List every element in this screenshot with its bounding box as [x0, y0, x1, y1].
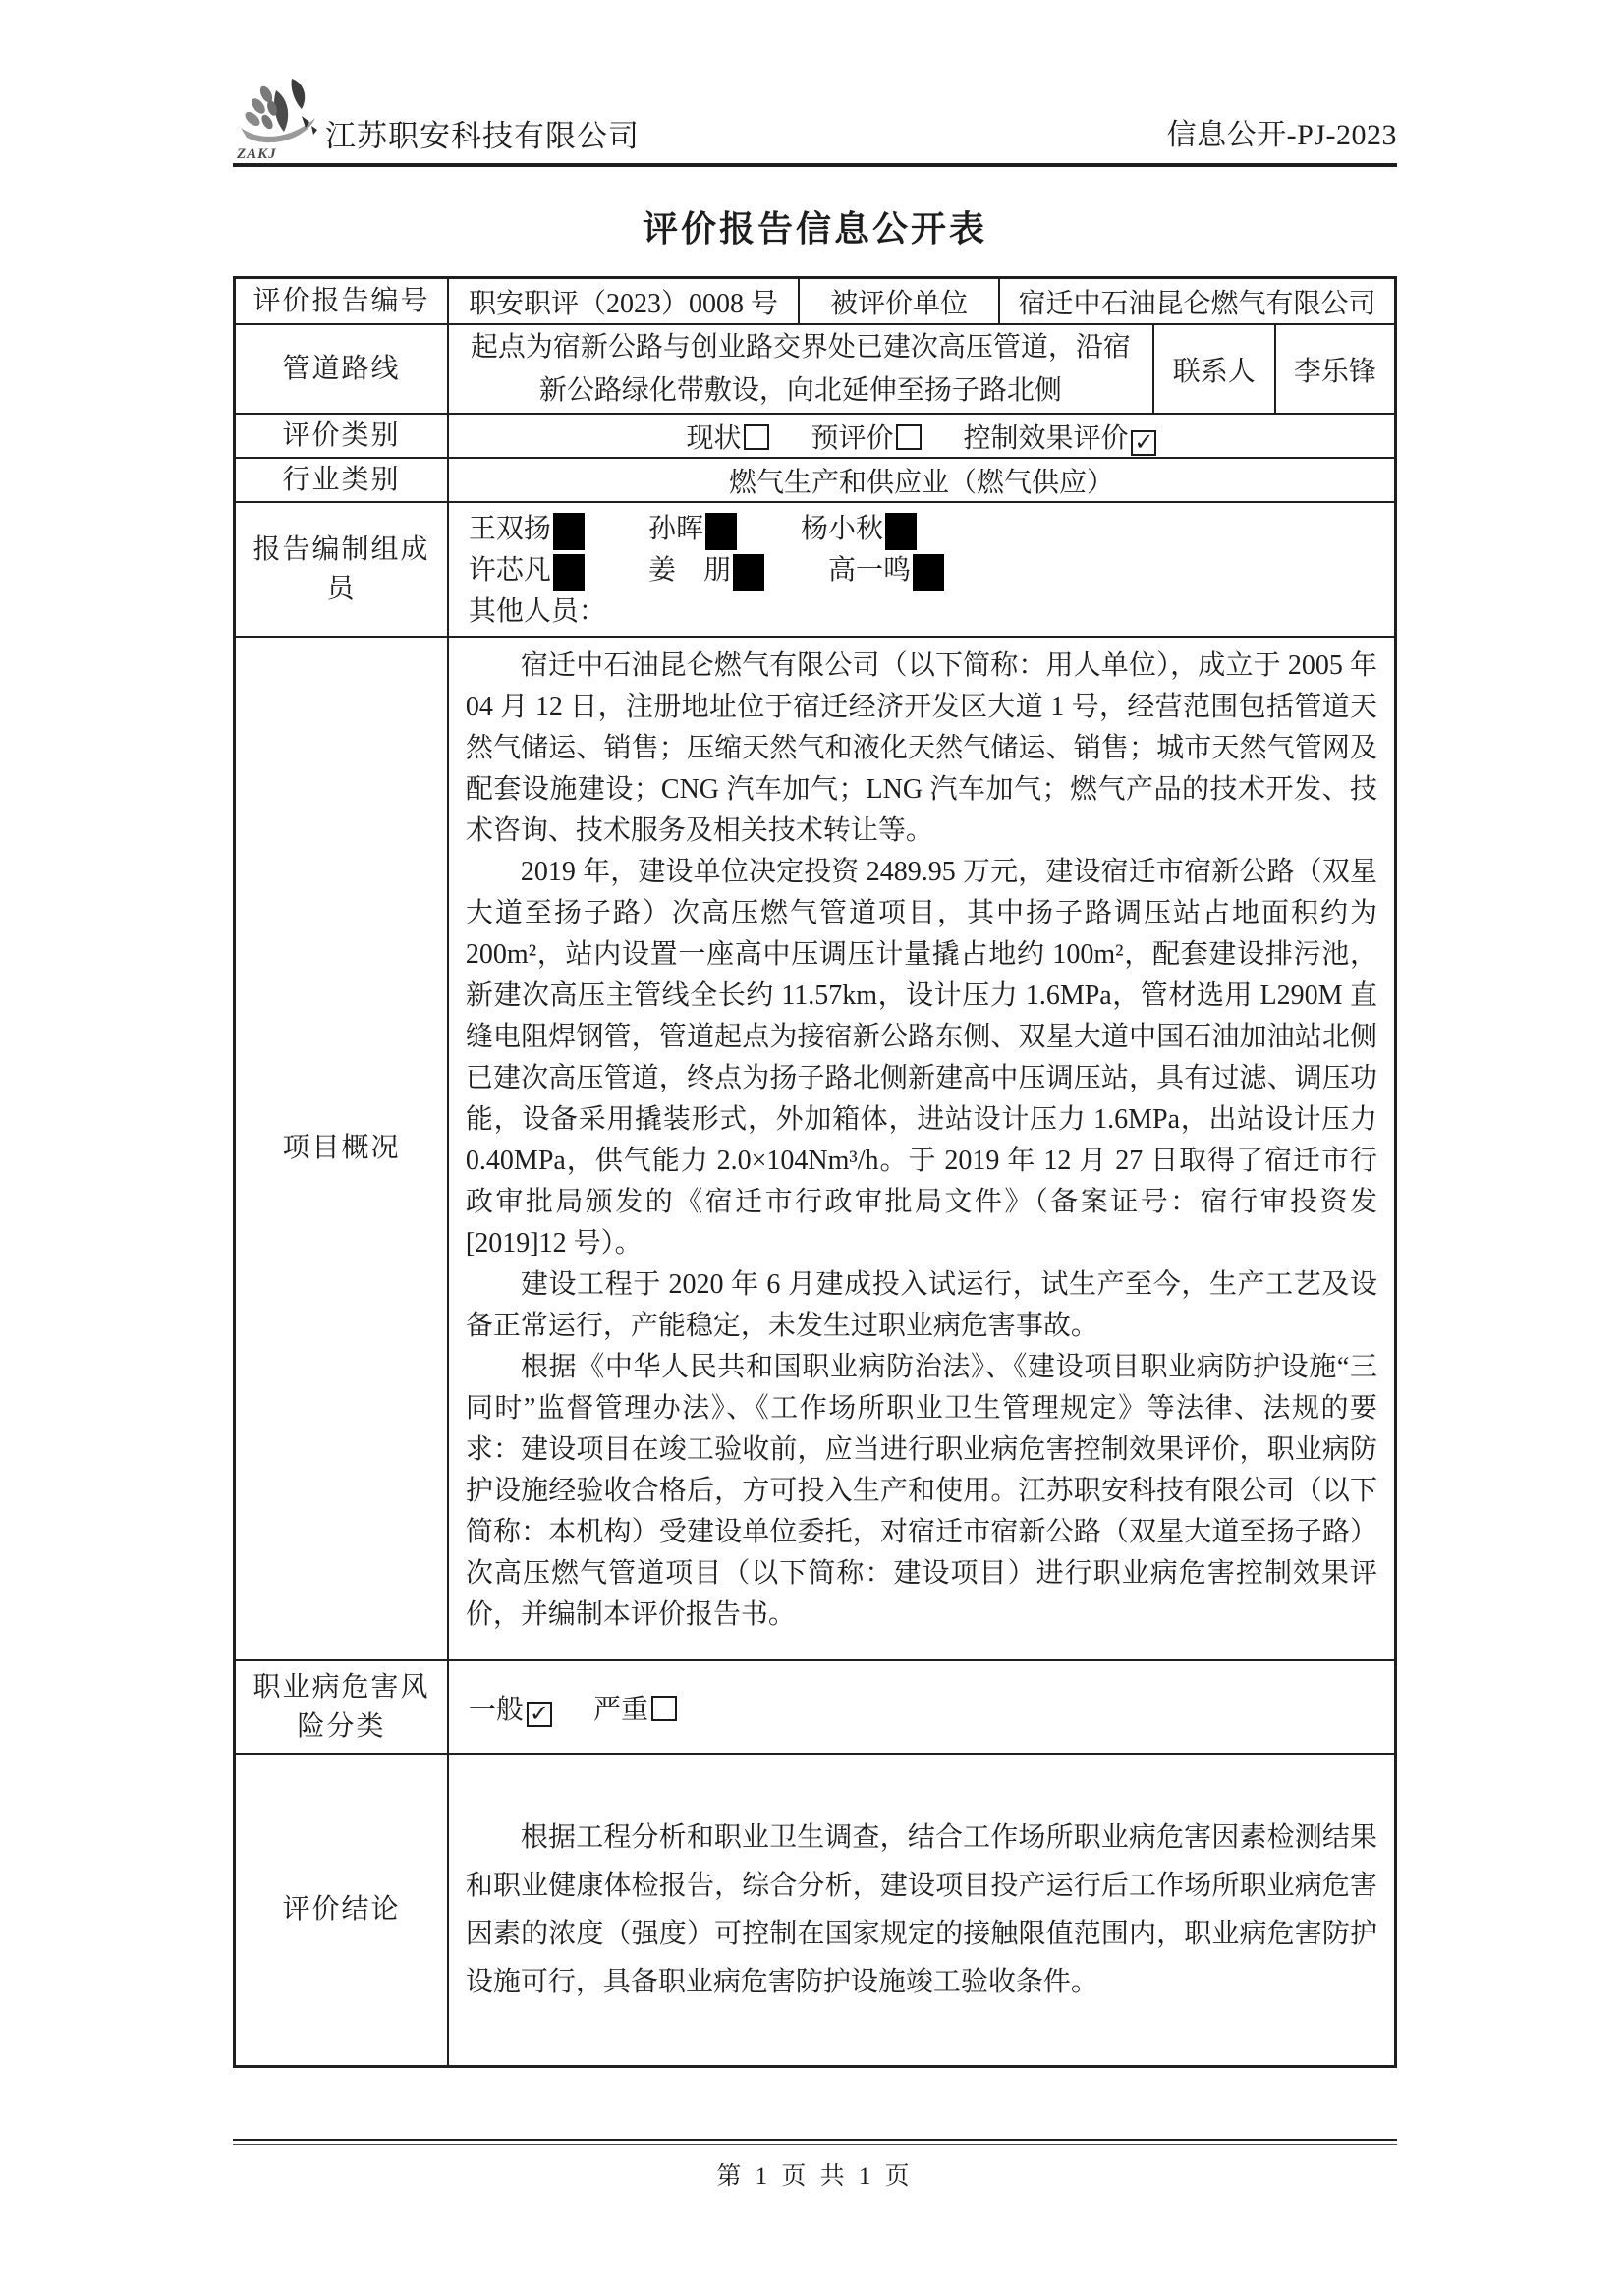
- evaluated-unit-value: 宿迁中石油昆仑燃气有限公司: [1018, 288, 1376, 319]
- project-overview-label: 项目概况: [236, 638, 449, 1659]
- logo-wordmark: ZAKJ: [237, 146, 277, 162]
- report-number-value: 职安职评（2023）0008 号: [449, 279, 800, 323]
- pipeline-route-value: 起点为宿新公路与创业路交界处已建次高压管道，沿宿新公路绿化带敷设，向北延伸至扬子路北侧: [449, 325, 1154, 413]
- conclusion-paragraph: 根据工程分析和职业卫生调查，结合工作场所职业病危害因素检测结果和职业健康体检报告，综合分析，建设项目投产运行后工作场所职业病危害因素的浓度（强度）可控制在国家规定的接触限值范围内，职业病危害防护设施可行，具备职业病危害防护设施竣工验收条件。: [465, 1822, 1377, 1998]
- redaction-block: [553, 513, 585, 550]
- page-title: 评价报告信息公开表: [642, 209, 987, 249]
- doc-code: 信息公开-PJ-2023: [1166, 119, 1397, 151]
- checkbox-unchecked-icon: [896, 424, 922, 450]
- option-severe: 严重: [593, 1688, 677, 1727]
- info-table: [233, 276, 1397, 2068]
- evaluation-type-row: [236, 415, 1394, 459]
- contact-label: 联系人: [1154, 325, 1276, 413]
- redaction-block: [553, 554, 585, 591]
- checkbox-checked-icon: ✓: [527, 1702, 552, 1727]
- evaluated-unit-label: 被评价单位: [800, 279, 1000, 323]
- evaluation-type-label: 评价类别: [236, 415, 449, 457]
- option-current-status: 现状: [686, 417, 769, 456]
- evaluation-type-options: [449, 415, 1394, 457]
- contact-value: 李乐锋: [1293, 356, 1376, 387]
- pipeline-route-row: [236, 325, 1394, 415]
- company-logo: [233, 77, 323, 161]
- company-name: 江苏职安科技有限公司: [325, 118, 640, 153]
- conclusion-content: [449, 1755, 1394, 2065]
- risk-class-options: [449, 1661, 1394, 1753]
- option-control-effect: 控制效果评价 ✓: [963, 417, 1156, 456]
- redaction-block: [913, 554, 944, 591]
- team-members-line1: 王双扬 孙晖 杨小秋: [469, 509, 1374, 550]
- team-other-label: 其他人员：: [468, 596, 606, 628]
- team-label: 报告编制组成员: [236, 503, 449, 636]
- option-pre-evaluation: 预评价: [811, 417, 922, 456]
- industry-row: [236, 459, 1394, 503]
- report-number-row: [236, 279, 1394, 325]
- overview-paragraph: 根据《中华人民共和国职业病防治法》、《建设项目职业病防护设施“三同时”监督管理办法》、《工作场所职业卫生管理规定》等法律、法规的要求：建设项目在竣工验收前，应当进行职业病危害控制效果评价，职业病防护设施经验收合格后，方可投入生产和使用。江苏职安科技有限公司（以下简称：本机构）受建设单位委托，对宿迁市宿新公路（双星大道至扬子路）次高压燃气管道项目（以下简称：建设项目）进行职业病危害控制效果评价，并编制本评价报告书。: [465, 1352, 1377, 1631]
- pipeline-route-label: 管道路线: [236, 325, 449, 413]
- report-number-label: 评价报告编号: [236, 279, 449, 323]
- overview-paragraph: 2019 年，建设单位决定投资 2489.95 万元，建设宿迁市宿新公路（双星大道至扬子路）次高压燃气管道项目，其中扬子路调压站占地面积约为 200m²，站内设置一座高中压调压计量撬占地约 100m²，配套建设排污池，新建次高压主管线全长约 11.57km，设计压力 1.6MPa，管材选用 L290M 直缝电阻焊钢管，管道起点为接宿新公路东侧、双星大道中国石油加油站北侧已建次高压管道，终点为扬子路北侧新建高中压调压站，具有过滤、调压功能，设备采用撬装形式，外加箱体，进站设计压力 1.6MPa，出站设计压力 0.40MPa，供气能力 2.0×104Nm³/h。于 2019 年 12 月 27 日取得了宿迁市行政审批局颁发的《宿迁市行政审批局文件》（备案证号：宿行审投资发[2019]12 号）。: [465, 857, 1377, 1260]
- team-members: [449, 503, 1394, 636]
- page-number: 第 1 页 共 1 页: [716, 2163, 914, 2191]
- risk-class-row: [236, 1661, 1394, 1755]
- page-header: [233, 0, 1397, 167]
- redaction-block: [885, 513, 917, 550]
- redaction-block: [733, 554, 764, 591]
- project-overview-row: [236, 638, 1394, 1661]
- redaction-block: [705, 513, 737, 550]
- industry-value: 燃气生产和供应业（燃气供应）: [728, 467, 1114, 498]
- industry-label: 行业类别: [236, 459, 449, 501]
- team-row: [236, 503, 1394, 638]
- footer-rule: [233, 2139, 1397, 2145]
- option-general: 一般 ✓: [469, 1688, 552, 1727]
- project-overview-content: [449, 638, 1394, 1659]
- risk-class-label: 职业病危害风险分类: [236, 1661, 449, 1753]
- team-members-line2: 许芯凡 姜 朋 高一鸣: [469, 550, 1374, 591]
- checkbox-unchecked-icon: [651, 1696, 677, 1721]
- overview-paragraph: 宿迁中石油昆仑燃气有限公司（以下简称：用人单位），成立于 2005 年 04 月 12 日，注册地址位于宿迁经济开发区大道 1 号，经营范围包括管道天然气储运、销售；压缩天然气和液化天然气储运、销售；城市天然气管网及配套设施建设；CNG 汽车加气；LNG 汽车加气；燃气产品的技术开发、技术咨询、技术服务及相关技术转让等。: [465, 650, 1377, 847]
- overview-paragraph: 建设工程于 2020 年 6 月建成投入试运行，试生产至今，生产工艺及设备正常运行，产能稳定，未发生过职业病危害事故。: [465, 1269, 1377, 1342]
- logo-leaf-icon: [233, 77, 323, 145]
- conclusion-label: 评价结论: [236, 1755, 449, 2065]
- conclusion-row: [236, 1755, 1394, 2065]
- checkbox-unchecked-icon: [744, 424, 769, 450]
- checkbox-checked-icon: ✓: [1131, 430, 1156, 456]
